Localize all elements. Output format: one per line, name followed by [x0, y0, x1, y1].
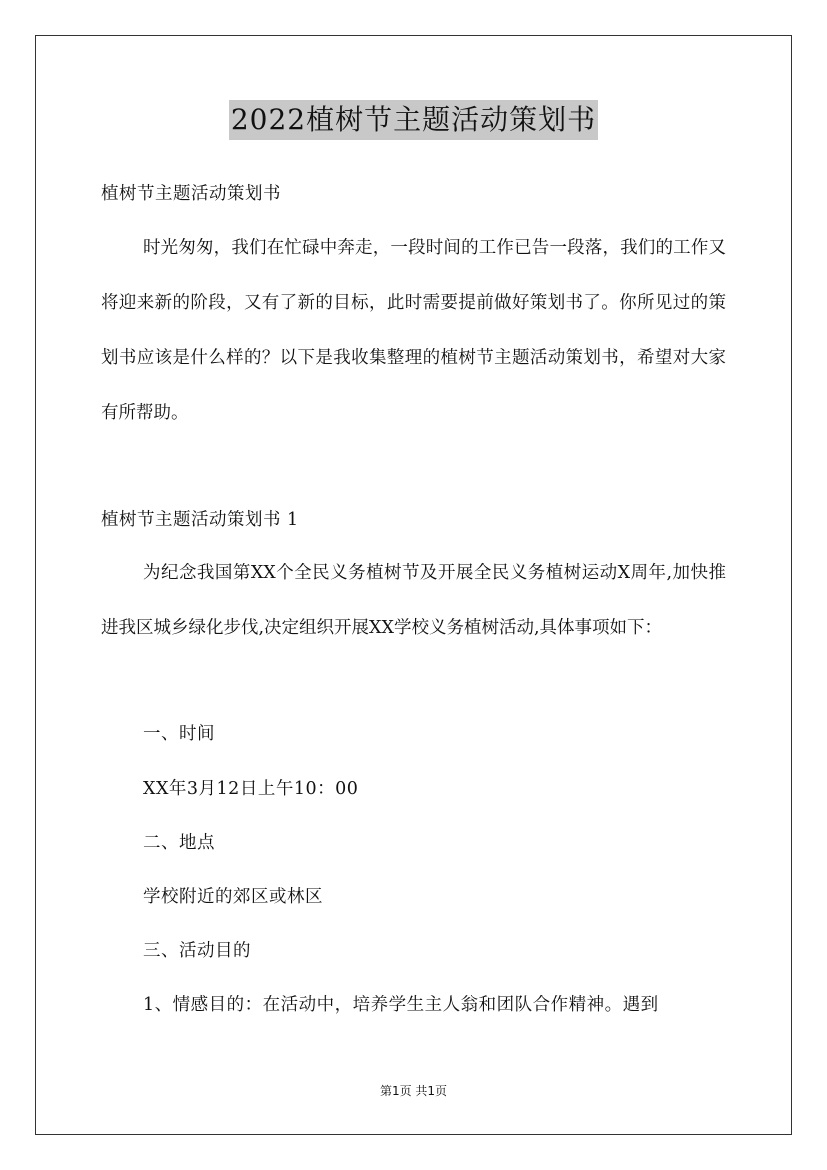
section-1-intro: 为纪念我国第XX个全民义务植树节及开展全民义务植树运动X周年,加快推进我区城乡绿化步伐,决定组织开展XX学校义务植树活动,具体事项如下： — [101, 563, 726, 638]
intro-paragraph: 时光匆匆，我们在忙碌中奔走，一段时间的工作已告一段落，我们的工作又将迎来新的阶段，又有了新的目标，此时需要提前做好策划书了。你所见过的策划书应该是什么样的？以下是我收集整理的植树节主题活动策划书，希望对大家有所帮助。 — [101, 238, 726, 423]
item-1-heading: 一、时间 — [143, 724, 215, 744]
item-3-value: 1、情感目的：在活动中，培养学生主人翁和团队合作精神。遇到 — [143, 995, 659, 1015]
page-number-footer: 第1页 共1页 — [379, 1084, 448, 1098]
document-title-wrap — [0, 100, 827, 140]
document-title: 2022植树节主题活动策划书 — [229, 100, 598, 140]
item-3-heading: 三、活动目的 — [143, 941, 251, 961]
item-2-value: 学校附近的郊区或林区 — [143, 887, 323, 907]
section-1-title: 植树节主题活动策划书 1 — [101, 510, 299, 530]
item-2-heading: 二、地点 — [143, 833, 215, 853]
subtitle: 植树节主题活动策划书 — [101, 184, 281, 204]
item-1-value: XX年3月12日上午10：00 — [143, 779, 359, 799]
